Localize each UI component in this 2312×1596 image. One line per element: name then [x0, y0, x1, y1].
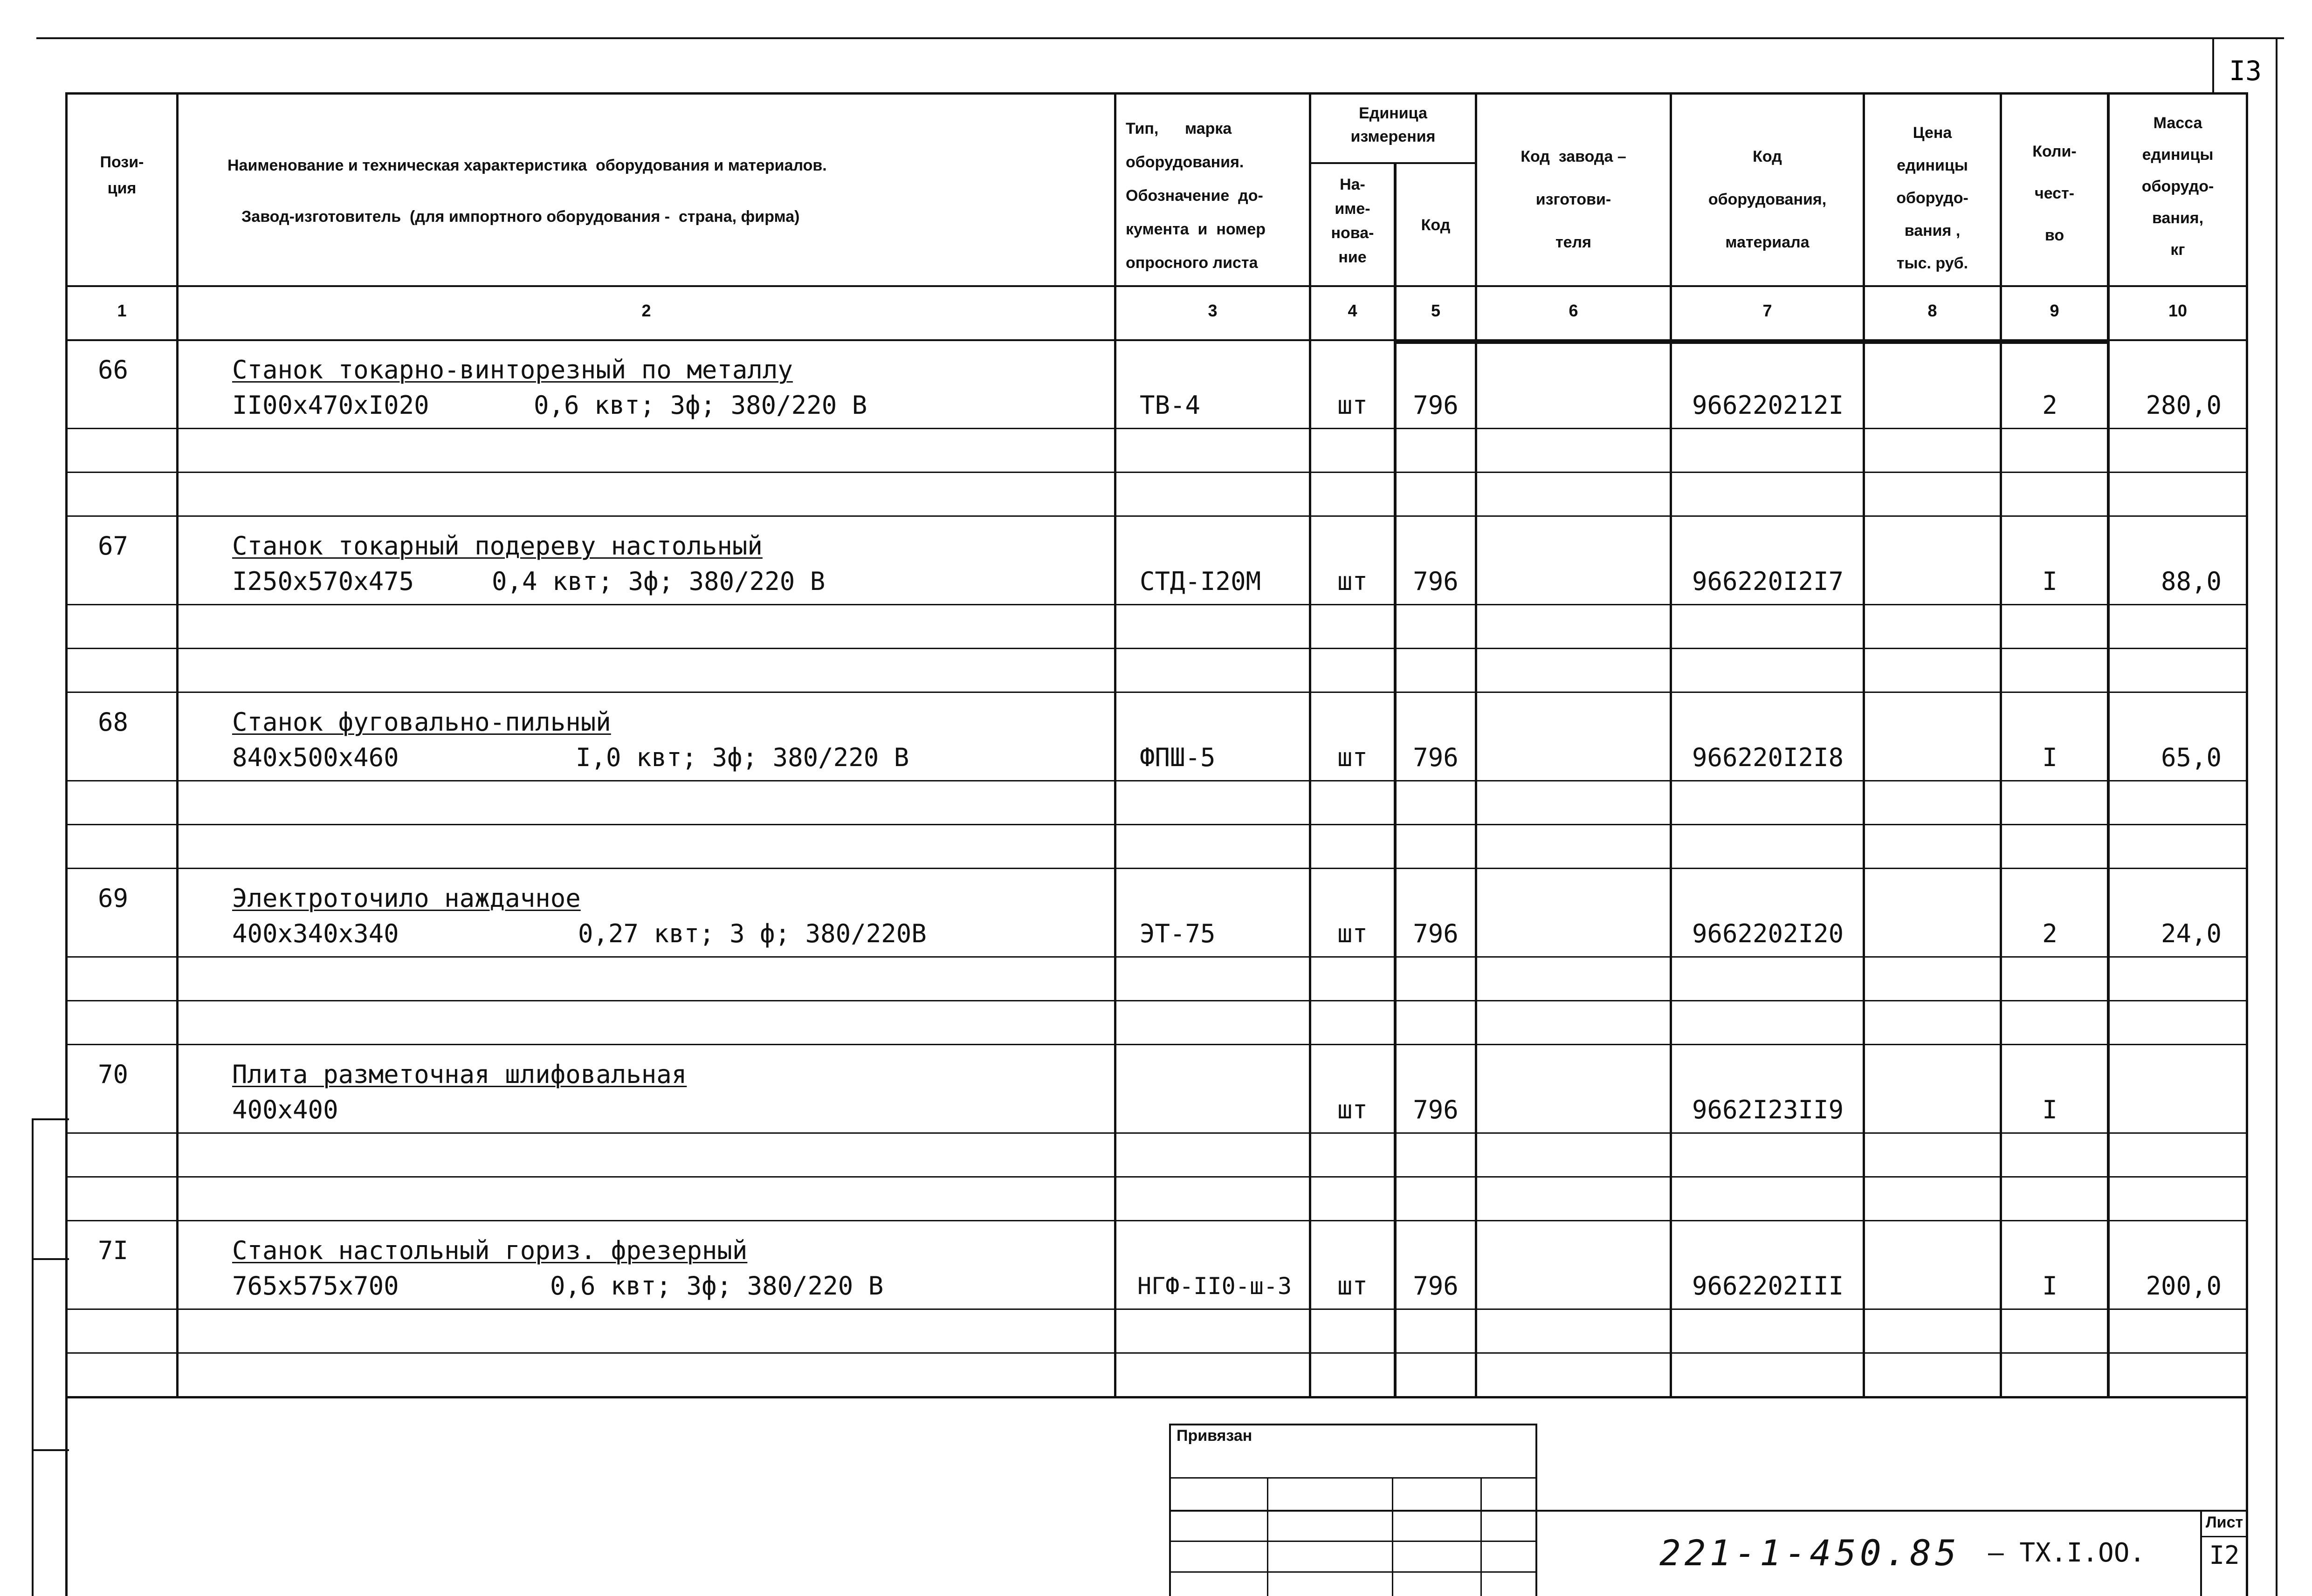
sheet-number: I2 [2209, 1541, 2240, 1570]
row-spec: 0,6 квт; 3ф; 380/220 В [550, 1271, 884, 1301]
row-line [65, 604, 2247, 605]
row-line [65, 648, 2247, 649]
stamp-col [1480, 1477, 1482, 1596]
row-equip-code: 966220212I [1692, 390, 1844, 420]
bold-box-top [1394, 341, 2110, 344]
row-type: НГФ-II0-ш-3 [1137, 1273, 1292, 1300]
row-equip-code: 9662202I20 [1692, 919, 1844, 948]
sheet-box-mid [2200, 1536, 2247, 1537]
header-col5: Код [1421, 216, 1451, 234]
document-code: 221-1-450.85 [1659, 1532, 1961, 1574]
row-unit: шт [1337, 567, 1368, 596]
table-right [2246, 92, 2248, 1596]
row-unit-code: 796 [1413, 567, 1459, 596]
row-mass: 65,0 [2161, 743, 2222, 772]
row-qty: I [2042, 1271, 2057, 1301]
row-name: Станок токарный подереву настольный [232, 531, 763, 561]
row-unit: шт [1337, 1271, 1368, 1301]
row-position: 70 [98, 1060, 129, 1089]
row-type: ТВ-4 [1140, 390, 1201, 420]
row-qty: 2 [2042, 919, 2057, 948]
stamp-line [1169, 1541, 1537, 1542]
row-name: Электроточило наждачное [232, 884, 581, 913]
header-col8: Цена единицы оборудо- вания , тыс. руб. [1896, 124, 1968, 272]
row-line [65, 472, 2247, 473]
row-dims: 400x340x340 [232, 919, 399, 948]
left-strip-tick1 [32, 1118, 69, 1120]
col-sep-6 [1670, 92, 1672, 1398]
col-sep-1 [176, 92, 179, 1398]
row-unit: шт [1337, 919, 1368, 948]
col-number: 6 [1569, 301, 1578, 320]
row-mass: 24,0 [2161, 919, 2222, 948]
col-number: 5 [1431, 301, 1441, 320]
left-strip-tick3 [32, 1449, 69, 1451]
row-line [65, 956, 2247, 958]
table-top [65, 92, 2247, 95]
row-line [65, 1352, 2247, 1354]
row-unit: шт [1337, 390, 1368, 420]
row-spec: 0,4 квт; 3ф; 380/220 В [492, 567, 826, 596]
row-line [65, 1220, 2247, 1221]
row-line [65, 868, 2247, 869]
row-line [65, 1044, 2247, 1045]
col-number: 8 [1927, 301, 1937, 320]
header-col2: Наименование и техническая характеристика оборудования и материалов. Завод-изготовитель (для импортного оборудования - страна, фирма) [227, 157, 827, 226]
row-name: Станок токарно-винторезный по металлу [232, 355, 793, 384]
col-number: 7 [1762, 301, 1772, 320]
row-equip-code: 966220I2I8 [1692, 743, 1844, 772]
row-dims: 400x400 [232, 1095, 338, 1124]
corner-box-right [2276, 38, 2278, 1596]
row-position: 68 [98, 707, 129, 737]
stamp-label: Привязан [1177, 1427, 1252, 1445]
row-qty: I [2042, 1095, 2057, 1124]
row-dims: I250x570x475 [232, 567, 414, 596]
row-name: Плита разметочная шлифовальная [232, 1060, 687, 1089]
document-suffix: – ТХ.I.ОО. [1988, 1538, 2146, 1568]
row-dims: II00x470xI020 [232, 390, 429, 420]
header-col10: Масса единицы оборудо- вания, кг [2141, 114, 2214, 259]
stamp-line [1169, 1477, 1537, 1479]
row-mass: 200,0 [2146, 1271, 2222, 1301]
row-type: ФПШ-5 [1140, 743, 1216, 772]
top-border [36, 37, 2284, 39]
header-col6: Код завода – изготови- теля [1521, 148, 1626, 251]
header-col1: Пози- ция [100, 153, 144, 197]
col-number: 10 [2168, 301, 2188, 320]
header-col3: Тип, марка оборудования. Обозначение до- кумента и номер опросного листа [1126, 120, 1266, 272]
row-equip-code: 966220I2I7 [1692, 567, 1844, 596]
header-col4: На- име- нова- ние [1331, 176, 1374, 266]
row-spec: 0,27 квт; 3 ф; 380/220В [578, 919, 927, 948]
row-line [65, 692, 2247, 693]
row-unit-code: 796 [1413, 743, 1459, 772]
row-line [65, 515, 2247, 517]
stamp-line [1169, 1510, 2248, 1512]
col-sep-7 [1863, 92, 1865, 1398]
col-number: 2 [641, 301, 651, 320]
header-col9: Коли- чест- во [2032, 143, 2077, 244]
col-number: 3 [1208, 301, 1218, 320]
row-name: Станок фуговально-пильный [232, 707, 611, 737]
row-qty: I [2042, 567, 2057, 596]
row-type: СТД-I20М [1140, 567, 1261, 596]
col-number: 1 [117, 301, 127, 320]
row-line [65, 1000, 2247, 1001]
row-mass: 88,0 [2161, 567, 2222, 596]
row-unit: шт [1337, 743, 1368, 772]
row-equip-code: 9662202III [1692, 1271, 1844, 1301]
table-body-bottom [65, 1396, 2247, 1398]
row-position: 69 [98, 884, 129, 913]
col-sep-2 [1114, 92, 1116, 1398]
left-strip-tick2 [32, 1258, 69, 1260]
col-number: 4 [1348, 301, 1357, 320]
row-mass: 280,0 [2146, 390, 2222, 420]
stamp-line [1169, 1571, 1537, 1573]
row-dims: 840x500x460 [232, 743, 399, 772]
header-unit-group: Единица измерения [1350, 104, 1436, 145]
table-header-bottom [65, 285, 2247, 287]
row-position: 66 [98, 355, 129, 384]
row-unit: шт [1337, 1095, 1368, 1124]
corner-box-left [2212, 38, 2214, 93]
row-line [65, 824, 2247, 825]
header-col7: Код оборудования, материала [1708, 148, 1827, 251]
row-position: 67 [98, 531, 129, 561]
row-line [65, 428, 2247, 429]
stamp-box-top [1169, 1424, 1537, 1425]
unit-group-divider [1309, 162, 1477, 164]
row-line [65, 1132, 2247, 1134]
row-unit-code: 796 [1413, 1095, 1459, 1124]
row-qty: 2 [2042, 390, 2057, 420]
row-position: 7I [98, 1236, 129, 1265]
row-spec: 0,6 квт; 3ф; 380/220 В [534, 390, 867, 420]
row-unit-code: 796 [1413, 919, 1459, 948]
row-name: Станок настольный гориз. фрезерный [232, 1236, 748, 1265]
left-strip-line [32, 1118, 34, 1596]
row-line [65, 1308, 2247, 1310]
stamp-col [1392, 1477, 1393, 1596]
col-number: 9 [2050, 301, 2059, 320]
sheet-label: Лист [2205, 1514, 2243, 1531]
row-dims: 765x575x700 [232, 1271, 399, 1301]
stamp-col [1267, 1477, 1268, 1596]
row-qty: I [2042, 743, 2057, 772]
row-spec: I,0 квт; 3ф; 380/220 В [576, 743, 909, 772]
row-unit-code: 796 [1413, 390, 1459, 420]
row-line [65, 1176, 2247, 1178]
col-sep-5 [1475, 92, 1477, 1398]
row-equip-code: 9662I23II9 [1692, 1095, 1844, 1124]
row-type: ЭТ-75 [1140, 919, 1216, 948]
row-line [65, 780, 2247, 781]
sheet-top-number: I3 [2229, 55, 2262, 87]
row-unit-code: 796 [1413, 1271, 1459, 1301]
